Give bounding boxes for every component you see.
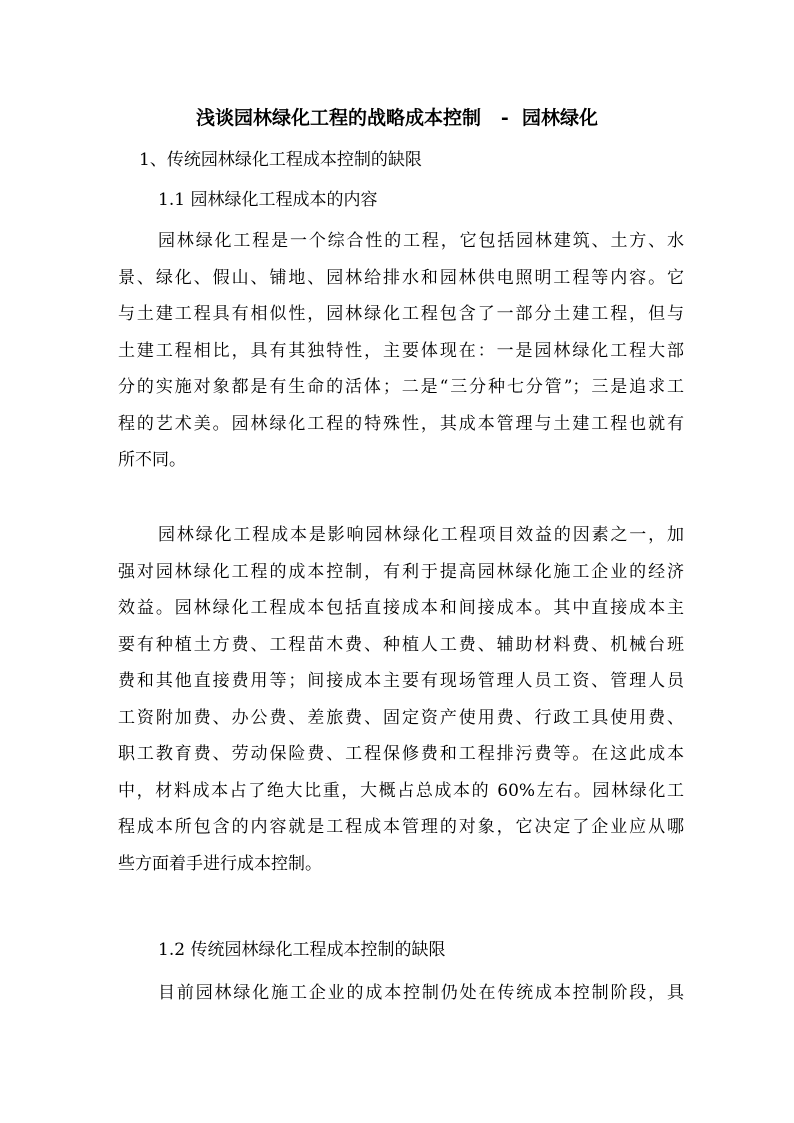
- paragraph-3: [118, 975, 684, 1012]
- paragraph-line: 程的艺术美。园林绿化工程的特殊性，其成本管理与土建工程也就有: [118, 413, 684, 434]
- paragraph-line: 职工教育费、劳动保险费、工程保修费和工程排污费等。在这此成本: [118, 744, 684, 764]
- paragraph-line: 程成本所包含的内容就是工程成本管理的对象，它决定了企业应从哪: [118, 817, 684, 837]
- paragraph-line: 费和其他直接费用等；间接成本主要有现场管理人员工资、管理人员: [118, 671, 684, 691]
- document-title: 浅谈园林绿化工程的战略成本控制 - 园林绿化: [196, 107, 598, 129]
- subsection-heading-1-1: 1.1 园林绿化工程成本的内容: [158, 190, 378, 210]
- paragraph-line: 土建工程相比，具有其独特性，主要体现在：一是园林绿化工程大部: [118, 340, 684, 361]
- paragraph-line: 强对园林绿化工程的成本控制，有利于提高园林绿化施工企业的经济: [118, 561, 684, 582]
- paragraph-line: 要有种植土方费、工程苗木费、种植人工费、辅助材料费、机械台班: [118, 634, 684, 655]
- paragraph-line: 效益。园林绿化工程成本包括直接成本和间接成本。其中直接成本主: [118, 598, 684, 618]
- paragraph-line: 所不同。: [118, 450, 186, 470]
- paragraph-line: 与土建工程具有相似性，园林绿化工程包含了一部分土建工程，但与: [118, 304, 684, 324]
- section-heading-1: 1、传统园林绿化工程成本控制的缺限: [139, 150, 422, 170]
- paragraph-line: 园林绿化工程成本是影响园林绿化工程项目效益的因素之一，加: [158, 525, 684, 545]
- paragraph-line: 园林绿化工程是一个综合性的工程，它包括园林建筑、土方、水: [158, 231, 684, 251]
- subsection-heading-1-2: 1.2 传统园林绿化工程成本控制的缺限: [158, 940, 446, 960]
- paragraph-line: 中，材料成本占了绝大比重，大概占总成本的 60%左右。园林绿化工: [118, 780, 684, 801]
- paragraph-2: [118, 517, 684, 882]
- paragraph-line: 景、绿化、假山、铺地、园林给排水和园林供电照明工程等内容。它: [118, 267, 684, 288]
- paragraph-line: 分的实施对象都是有生命的活体；二是“三分种七分管”；三是追求工: [118, 377, 684, 397]
- paragraph-1: [118, 223, 684, 479]
- paragraph-line: 些方面着手进行成本控制。: [118, 853, 322, 874]
- paragraph-line: 工资附加费、办公费、差旅费、固定资产使用费、行政工具使用费、: [118, 707, 684, 728]
- paragraph-line: 目前园林绿化施工企业的成本控制仍处在传统成本控制阶段，具: [158, 983, 684, 1003]
